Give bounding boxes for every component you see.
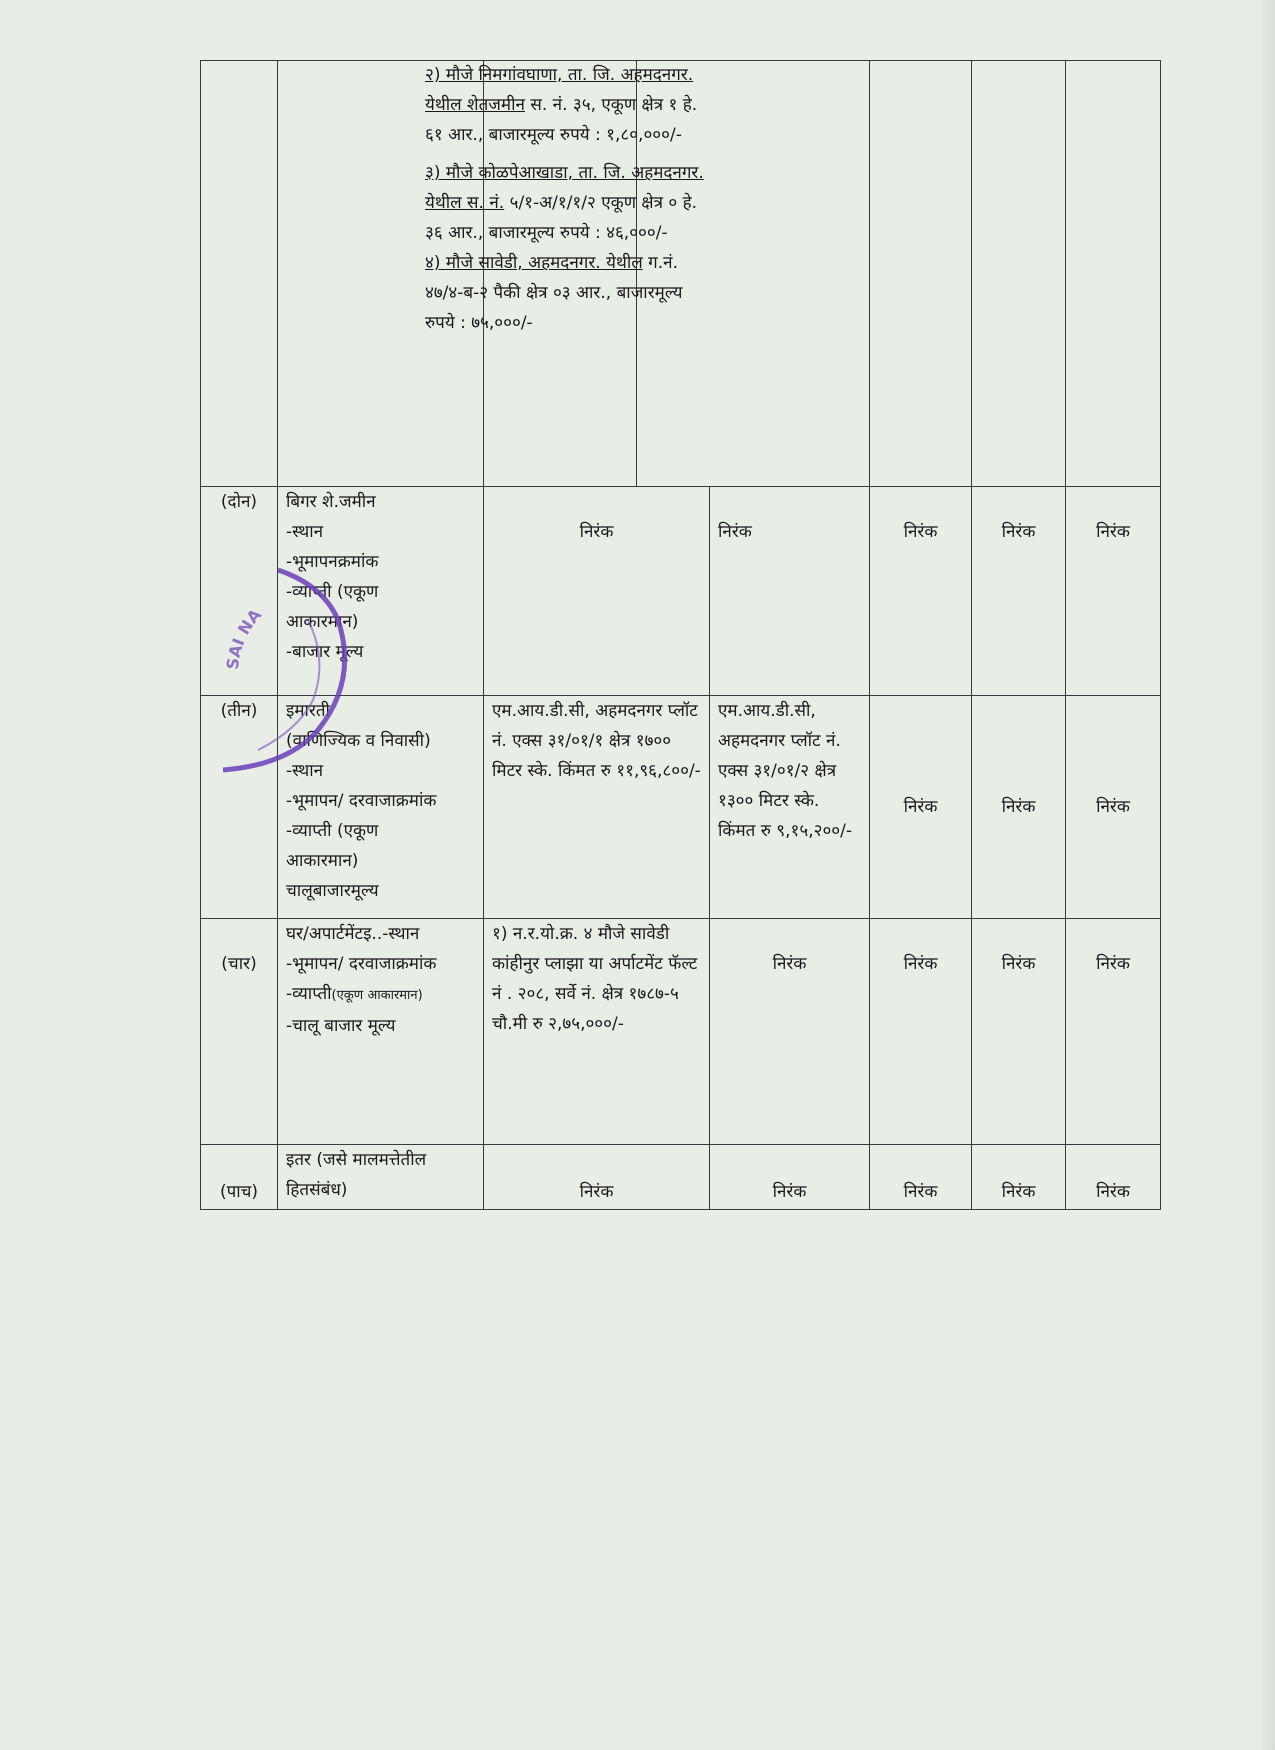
land-item-underlined: ४) मौजे सावेडी, अहमदनगर. येथील bbox=[425, 253, 643, 273]
desc-line: -भूमापन/ दरवाजाक्रमांक bbox=[286, 791, 437, 811]
land-item bbox=[425, 248, 705, 338]
desc-area-small: (एकूण आकारमान) bbox=[331, 988, 423, 1003]
row-description bbox=[278, 696, 484, 919]
row-number: (पाच) bbox=[201, 1145, 278, 1210]
desc-line: (वाणिज्यिक व निवासी) bbox=[286, 731, 431, 751]
cell-col6: निरंक bbox=[972, 487, 1066, 696]
land-item-underlined: ३) मौजे कोळपेआखाडा, ता. जि. अहमदनगर. येथील स. नं. bbox=[425, 163, 704, 213]
desc-line: चालूबाजारमूल्य bbox=[286, 881, 379, 901]
cell-col5 bbox=[870, 61, 972, 487]
row-description bbox=[278, 487, 484, 696]
land-item-rest: ५/१-अ/१/१/२ एकूण क्षेत्र ० हे. ३६ आर., बाजारमूल्य रुपये : ४६,०००/- bbox=[425, 193, 698, 243]
cell-col4: निरंक bbox=[710, 1145, 870, 1210]
page-edge-shadow bbox=[1261, 0, 1275, 1750]
row-number: (तीन) bbox=[201, 696, 278, 919]
cell-col7: निरंक bbox=[1066, 919, 1161, 1145]
row-description bbox=[278, 1145, 484, 1210]
desc-line: -भूमापन/ दरवाजाक्रमांक bbox=[286, 954, 437, 974]
land-item bbox=[425, 60, 705, 150]
cell-col6: निरंक bbox=[972, 696, 1066, 919]
cell-col6: निरंक bbox=[972, 1145, 1066, 1210]
desc-line: -बाजार मूल्य bbox=[286, 642, 364, 662]
cell-col4: निरंक bbox=[710, 919, 870, 1145]
cell-col7: निरंक bbox=[1066, 1145, 1161, 1210]
desc-line: इतर (जसे मालमत्तेतील bbox=[286, 1150, 427, 1170]
land-item-rest: ग.नं. ४७/४-ब-२ पैकी क्षेत्र ०३ आर., बाजारमूल्य रुपये : ७५,०००/- bbox=[425, 253, 683, 333]
cell-col7: निरंक bbox=[1066, 487, 1161, 696]
desc-line: इमारती bbox=[286, 701, 330, 721]
desc-line: -व्याप्ती (एकूण bbox=[286, 582, 379, 602]
stamp-text: SAI NA bbox=[222, 605, 266, 671]
table-row-five bbox=[201, 1145, 1161, 1210]
cell-number bbox=[201, 61, 278, 487]
cell-col4: निरंक bbox=[710, 487, 870, 696]
cell-col3: निरंक bbox=[484, 487, 710, 696]
row-description bbox=[278, 919, 484, 1145]
cell-col7: निरंक bbox=[1066, 696, 1161, 919]
desc-line: आकारमान) bbox=[286, 612, 359, 632]
cell-col4: एम.आय.डी.सी, अहमदनगर प्लॉट नं. एक्स ३१/०१/२ क्षेत्र १३०० मिटर स्के. किंमत रु ९,१५,२००/- bbox=[710, 696, 870, 919]
desc-line: -व्याप्ती (एकूण bbox=[286, 821, 379, 841]
cell-col6: निरंक bbox=[972, 919, 1066, 1145]
table-row-four bbox=[201, 919, 1161, 1145]
table-row-two bbox=[201, 487, 1161, 696]
cell-col5: निरंक bbox=[870, 487, 972, 696]
land-item bbox=[425, 158, 705, 248]
cell-col3: निरंक bbox=[484, 1145, 710, 1210]
desc-line bbox=[286, 979, 475, 1011]
cell-col5: निरंक bbox=[870, 919, 972, 1145]
land-details-text bbox=[425, 60, 705, 338]
cell-col3: एम.आय.डी.सी, अहमदनगर प्लॉट नं. एक्स ३१/०१/१ क्षेत्र १७०० मिटर स्के. किंमत रु ११,९६,८००/- bbox=[484, 696, 710, 919]
desc-area-label: -व्याप्ती bbox=[286, 984, 332, 1004]
land-item-underlined: २) मौजे निमगांवघाणा, ता. जि. अहमदनगर. येथील शेतजमीन bbox=[425, 65, 694, 115]
desc-line: -भूमापनक्रमांक bbox=[286, 552, 379, 572]
land-item-rest: स. नं. ३५, एकूण क्षेत्र १ हे. ६१ आर., बाजारमूल्य रुपये : १,८०,०००/- bbox=[425, 95, 698, 145]
desc-line: हितसंबंध) bbox=[286, 1180, 348, 1200]
row-number: (चार) bbox=[201, 919, 278, 1145]
table-row-three bbox=[201, 696, 1161, 919]
desc-line: -चालू बाजार मूल्य bbox=[286, 1016, 396, 1036]
cell-col5: निरंक bbox=[870, 1145, 972, 1210]
desc-line: घर/अपार्टमेंटइ..-स्थान bbox=[286, 924, 420, 944]
cell-col7 bbox=[1066, 61, 1161, 487]
cell-col5: निरंक bbox=[870, 696, 972, 919]
desc-line: -स्थान bbox=[286, 522, 324, 542]
row-number: (दोन) bbox=[201, 487, 278, 696]
desc-line: बिगर शे.जमीन bbox=[286, 492, 376, 512]
cell-col3: १) न.र.यो.क्र. ४ मौजे सावेडी कांहीनुर प्लाझा या अर्पाटमेंट फॅल्ट नं . २०८, सर्वे नं. क्षेत्र १७८७-५ चौ.मी रु २,७५,०००/- bbox=[484, 919, 710, 1145]
cell-col6 bbox=[972, 61, 1066, 487]
desc-line: आकारमान) bbox=[286, 851, 359, 871]
desc-line: -स्थान bbox=[286, 761, 324, 781]
